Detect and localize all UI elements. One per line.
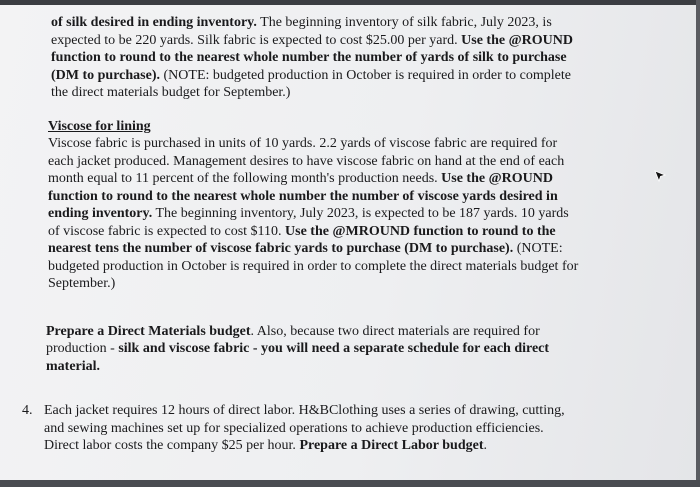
labor-text-1: Each jacket requires 12 hours of direct labor. H&BClothing uses a series of drawing, cutting, and sewing machines set up for specialized operations to achieve production efficiencies. Direct labor costs the company $25 per hour. — [44, 403, 565, 453]
viscose-paragraph — [48, 135, 581, 293]
viscose-heading: Viscose for lining — [48, 118, 151, 134]
viscose-text-3: (NOTE: budgeted production in October is required in order to complete the direct materials budget for September.) — [48, 241, 579, 291]
labor-text-bold: Prepare a Direct Labor budget — [299, 438, 484, 453]
labor-text-2: . — [483, 438, 487, 453]
viscose-text-1: Viscose fabric is purchased in units of 10 yards. 2.2 yards of viscose fabric are required for each jacket produced. Management desires to have viscose fabric on hand at the end of each month equal to 11 percent of the following month's production needs. — [48, 136, 565, 186]
mouse-cursor-icon — [654, 170, 666, 182]
prepare-text-bold-1: Prepare a Direct Materials budget — [46, 323, 251, 339]
right-bezel — [696, 0, 700, 487]
prepare-text-bold-2: silk and viscose fabric - you will need a separate schedule for each direct material. — [46, 341, 550, 374]
silk-text-2: (NOTE: budgeted production in October is required in order to complete the direct materials budget for September.) — [51, 67, 571, 100]
silk-text-bold-1: of silk desired in ending inventory. — [51, 15, 257, 30]
prepare-paragraph — [46, 323, 581, 376]
list-item-4 — [22, 402, 582, 455]
top-bezel — [0, 0, 700, 5]
prepare-text-1: . Also, because two direct materials are required for production - — [46, 323, 540, 356]
silk-paragraph — [51, 14, 581, 102]
list-item-number: 4. — [22, 403, 33, 418]
silk-text-bold-2: Use the @ROUND function to round to the nearest whole number the number of yards of silk to purchase (DM to purchase). — [51, 32, 573, 83]
silk-text-1: The beginning inventory of silk fabric, July 2023, is expected to be 220 yards. Silk fabric is expected to cost $25.00 per yard. — [51, 15, 552, 48]
viscose-text-bold-2: Use the @MROUND function to round to the nearest tens the number of viscose fabric yards to purchase (DM to purchase). — [48, 223, 556, 256]
bottom-bezel — [0, 480, 700, 487]
viscose-text-bold-1: Use the @ROUND function to round to the nearest whole number the number of viscose yards desired in ending inventory. — [48, 171, 558, 221]
viscose-section — [48, 118, 581, 293]
viscose-text-2: The beginning inventory, July 2023, is expected to be 187 yards. 10 yards of viscose fabric is expected to cost $110. — [48, 206, 569, 239]
list-item-text — [44, 402, 579, 455]
document-body — [46, 14, 581, 375]
